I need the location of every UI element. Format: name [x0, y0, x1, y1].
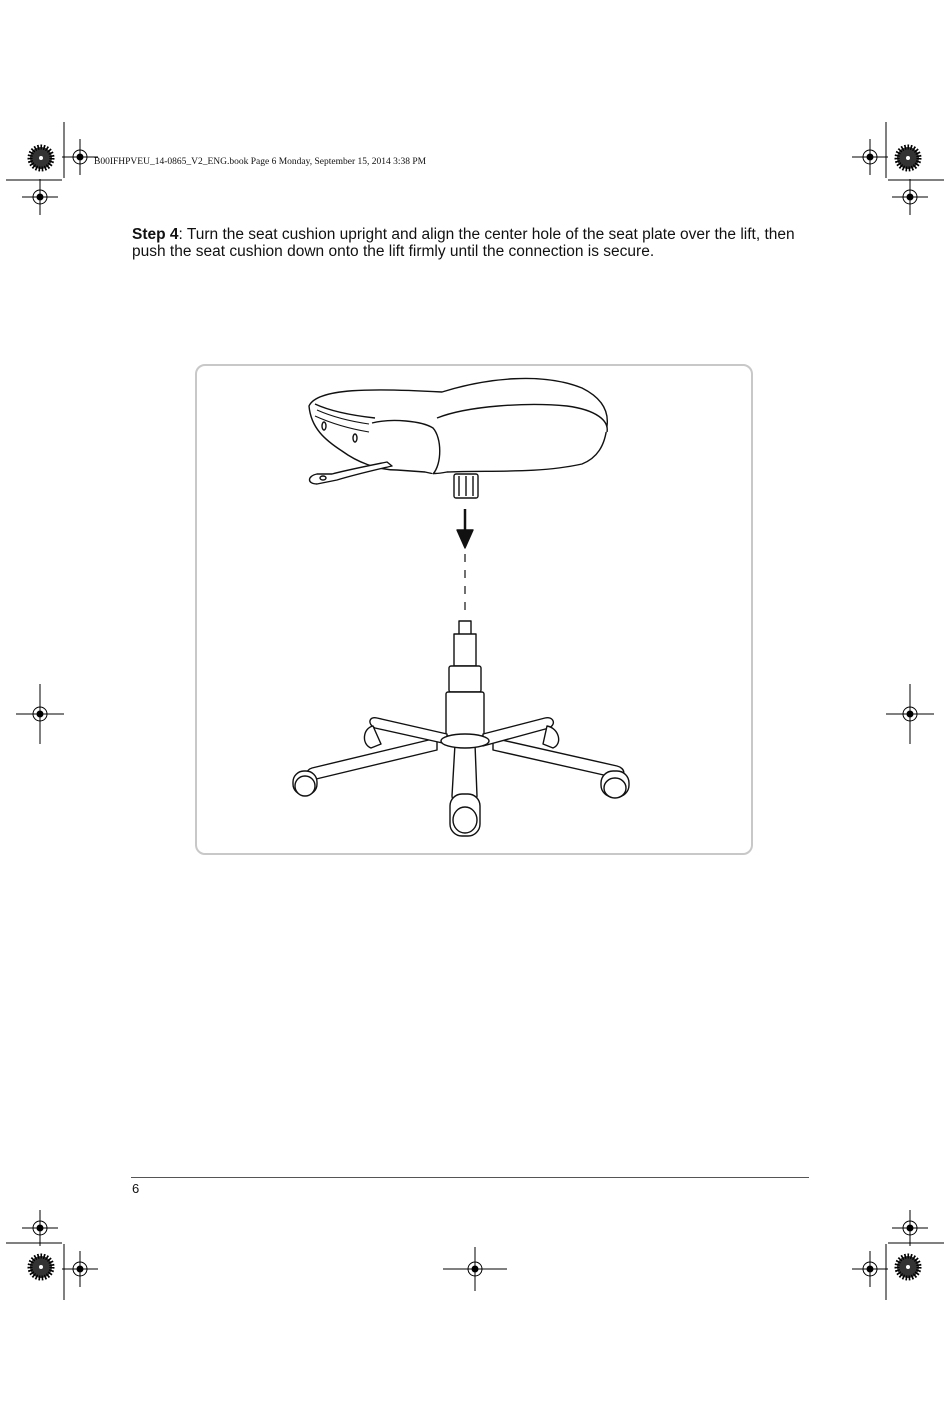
seat-cushion-icon — [309, 378, 607, 498]
footer-rule — [131, 1177, 809, 1178]
assembly-figure — [195, 364, 753, 855]
down-arrow-icon — [457, 509, 473, 616]
gas-lift-icon — [446, 621, 484, 736]
print-slug: B00IFHPVEU_14-0865_V2_ENG.book Page 6 Monday, September 15, 2014 3:38 PM — [94, 157, 427, 167]
page-number: 6 — [132, 1181, 140, 1196]
step-text: : Turn the seat cushion upright and align the center hole of the seat plate over the lift, then push the seat cushion down onto the lift firmly until the connection is secure. — [132, 226, 795, 260]
assembly-illustration — [197, 366, 755, 857]
step-instruction — [132, 226, 832, 260]
step-label: Step 4 — [132, 226, 179, 243]
